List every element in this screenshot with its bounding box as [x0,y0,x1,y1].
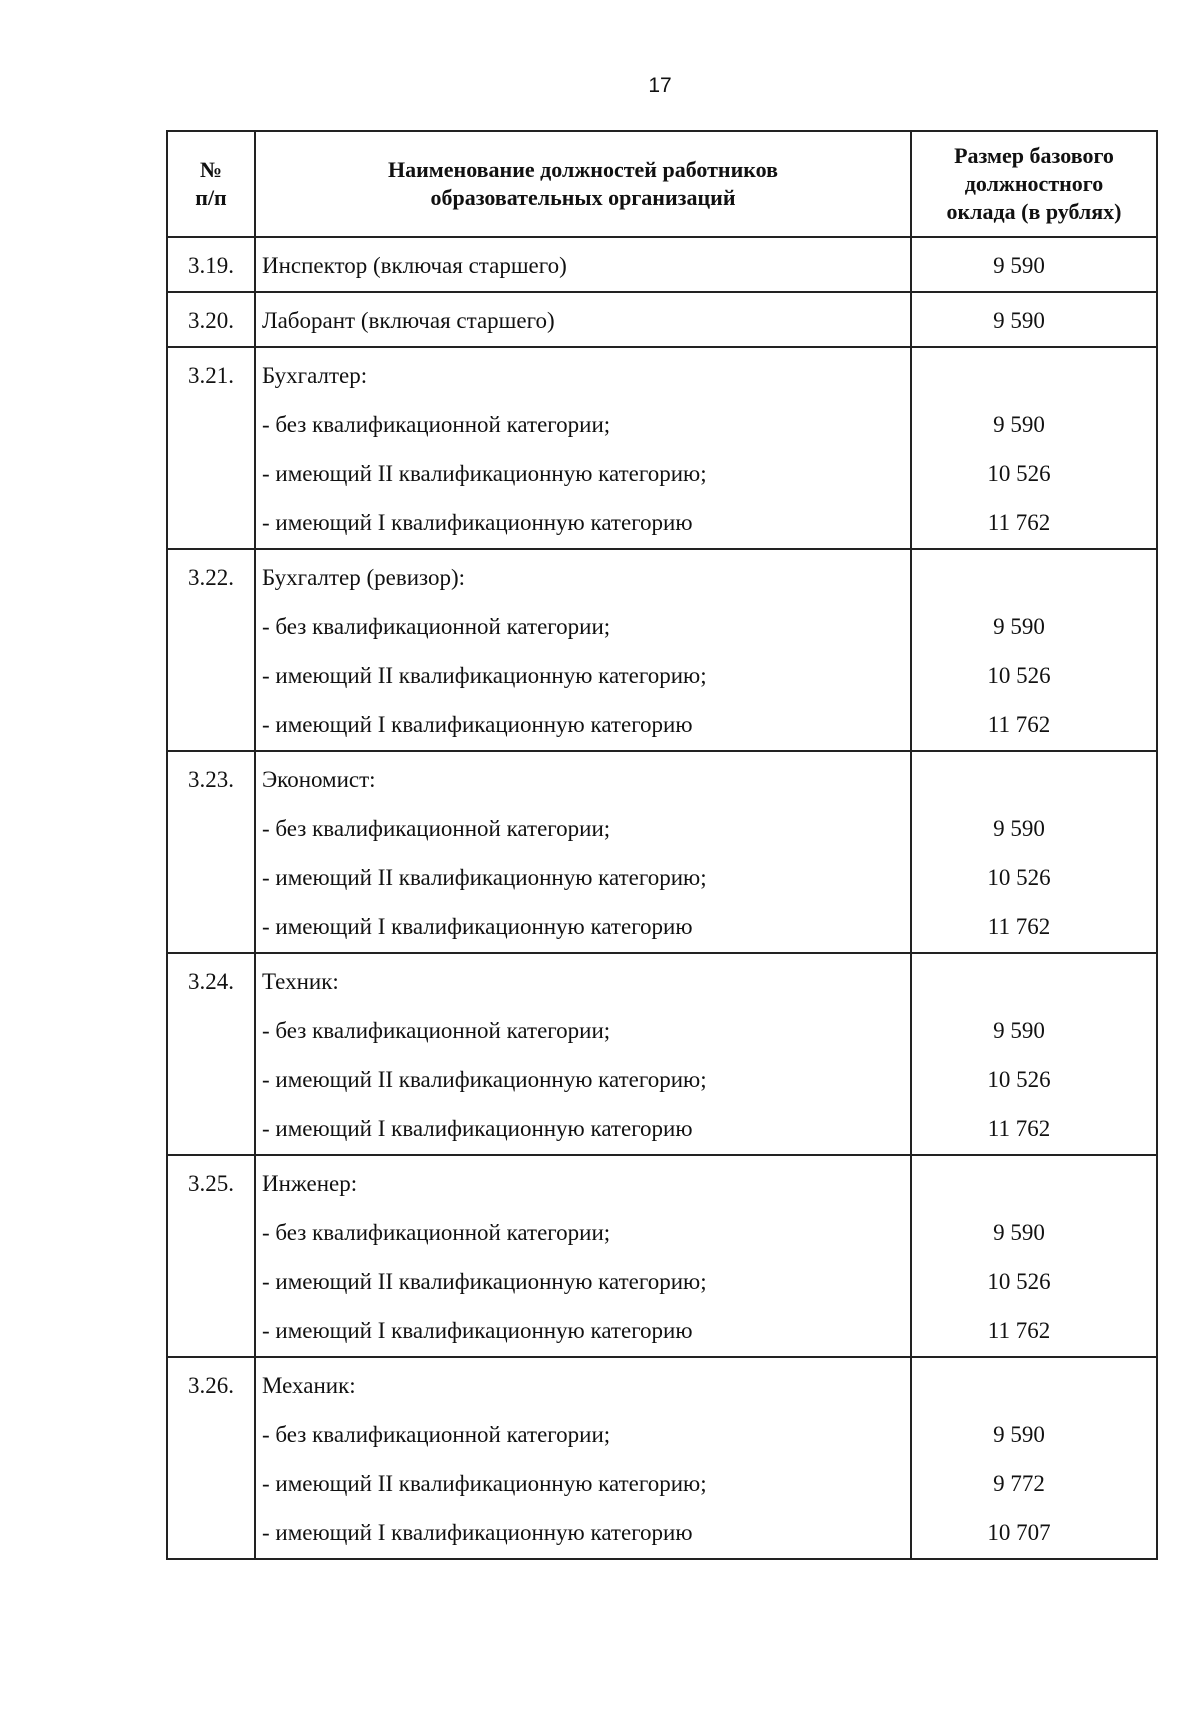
amount-spacer [912,1373,1126,1422]
row-amount [911,1155,1157,1357]
category-label: - имеющий I квалификационную категорию [262,712,693,737]
amount-spacer [912,1171,1126,1220]
amount-spacer [912,767,1126,816]
table-row [167,237,1157,292]
header-number [167,131,255,237]
row-amount [911,549,1157,751]
category-amount: 11 762 [987,914,1051,939]
category-amount: 11 762 [987,1116,1051,1141]
category-label: - без квалификационной категории; [262,614,611,639]
row-amount [911,1357,1157,1559]
category-amount: 10 526 [987,1067,1051,1092]
header-title-line: образовательных организаций [430,185,736,210]
row-title [255,549,911,751]
table-header [167,131,1157,237]
row-number: 3.26. [167,1357,255,1559]
header-title-line: Наименование должностей работников [387,157,779,182]
row-amount-value: 9 590 [993,308,1045,333]
header-number-line: № [199,157,223,182]
category-label: - имеющий II квалификационную категорию; [262,663,707,688]
category-label: - имеющий I квалификационную категорию [262,1318,693,1343]
table-row [167,751,1157,953]
row-title-text: Бухгалтер: [262,363,368,388]
row-number: 3.19. [167,237,255,292]
header-salary [911,131,1157,237]
category-label: - имеющий I квалификационную категорию [262,510,693,535]
table-body [167,237,1157,1559]
row-number: 3.20. [167,292,255,347]
category-amount: 11 762 [987,510,1051,535]
row-amount [911,953,1157,1155]
category-label: - без квалификационной категории; [262,816,611,841]
category-amount: 9 590 [993,1018,1045,1043]
row-title [255,347,911,549]
category-amount: 9 772 [993,1471,1045,1496]
category-label: - без квалификационной категории; [262,1018,611,1043]
amount-spacer [912,363,1126,412]
category-amount: 10 707 [987,1520,1051,1545]
category-label: - имеющий I квалификационную категорию [262,1116,693,1141]
row-title [255,292,911,347]
category-amount: 9 590 [993,816,1045,841]
header-salary-line: должностного [964,171,1104,196]
header-number-line: п/п [195,185,227,210]
header-position-title [255,131,911,237]
row-title [255,237,911,292]
category-label: - имеющий II квалификационную категорию; [262,1269,707,1294]
row-title-text: Инспектор (включая старшего) [262,253,567,278]
category-label: - без квалификационной категории; [262,1220,611,1245]
page-number: 17 [648,74,672,97]
category-label: - имеющий II квалификационную категорию; [262,865,707,890]
category-amount: 9 590 [993,1220,1045,1245]
row-title-text: Инженер: [262,1171,358,1196]
row-title-text: Техник: [262,969,339,994]
row-number: 3.22. [167,549,255,751]
table-row [167,549,1157,751]
row-amount-value: 9 590 [993,253,1045,278]
row-title [255,1357,911,1559]
category-label: - имеющий II квалификационную категорию; [262,461,707,486]
category-amount: 11 762 [987,1318,1051,1343]
amount-spacer [912,969,1126,1018]
row-title [255,751,911,953]
category-amount: 10 526 [987,1269,1051,1294]
table-row [167,292,1157,347]
header-salary-line: оклада (в рублях) [946,199,1122,224]
row-amount [911,751,1157,953]
row-title [255,1155,911,1357]
table-row [167,1357,1157,1559]
row-number: 3.25. [167,1155,255,1357]
row-amount [911,237,1157,292]
row-title-text: Бухгалтер (ревизор): [262,565,466,590]
category-label: - без квалификационной категории; [262,1422,611,1447]
category-amount: 9 590 [993,412,1045,437]
category-amount: 10 526 [987,663,1051,688]
table-row [167,1155,1157,1357]
row-title-text: Экономист: [262,767,376,792]
category-label: - имеющий I квалификационную категорию [262,914,693,939]
row-number: 3.21. [167,347,255,549]
category-amount: 10 526 [987,461,1051,486]
category-label: - имеющий I квалификационную категорию [262,1520,693,1545]
table-row [167,953,1157,1155]
category-amount: 9 590 [993,614,1045,639]
category-label: - без квалификационной категории; [262,412,611,437]
row-amount [911,347,1157,549]
row-number: 3.24. [167,953,255,1155]
category-amount: 9 590 [993,1422,1045,1447]
row-amount [911,292,1157,347]
row-number: 3.23. [167,751,255,953]
row-title-text: Механик: [262,1373,356,1398]
salary-table [166,130,1158,1560]
table-row [167,347,1157,549]
category-amount: 11 762 [987,712,1051,737]
category-amount: 10 526 [987,865,1051,890]
header-salary-line: Размер базового [954,143,1114,168]
category-label: - имеющий II квалификационную категорию; [262,1067,707,1092]
amount-spacer [912,565,1126,614]
header-row [167,131,1157,237]
row-title [255,953,911,1155]
row-title-text: Лаборант (включая старшего) [262,308,555,333]
category-label: - имеющий II квалификационную категорию; [262,1471,707,1496]
